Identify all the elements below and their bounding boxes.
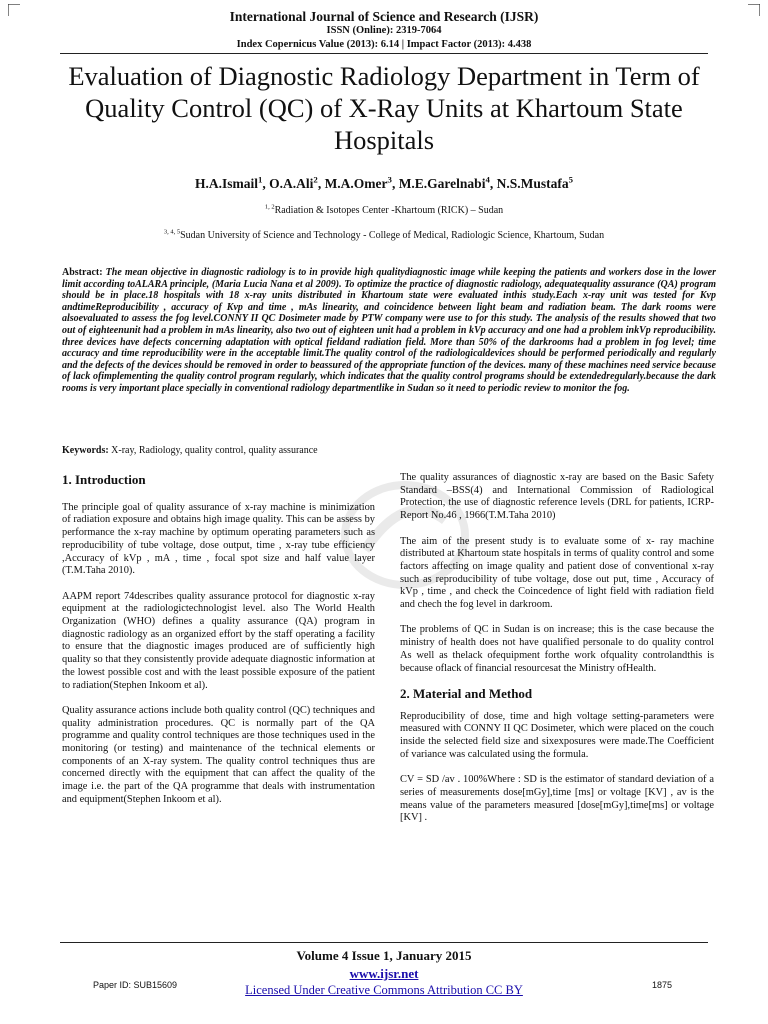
journal-url-link[interactable]: www.ijsr.net bbox=[349, 966, 419, 981]
index-copernicus: Index Copernicus Value (2013): 6.14 | Impact Factor (2013): 4.438 bbox=[236, 39, 532, 50]
author: M.E.Garelnabi$^4$ bbox=[398, 174, 490, 191]
paragraph: Reproducibility of dose, time and high voltage setting-parameters were measured with CONNY II QC Dosimeter, which were placed on the couch inside the selected field size and sixexposures were made.The Coefficient of variance was calculated using the formula. bbox=[400, 710, 714, 760]
page-number: 1875 bbox=[652, 980, 673, 990]
paragraph: Quality assurance actions include both quality control (QC) techniques and quality administration procedures. QC is normally part of the QA programme and quality control techniques are those techniques used in the monitoring (or testing) and maintenance of the technical elements or components of an X-ray system. The quality control techniques thus are concerned directly with the equipment that can affect the quality of the image i.e. the part of the QA programme that deals with instrumentation and equipment(Stephen Inkoom et al). bbox=[62, 704, 375, 805]
paper-id: Paper ID: SUB15609 bbox=[93, 980, 178, 990]
paragraph: The problems of QC in Sudan is on increase; this is the case because the ministry of health does not have qualified personale to do quality control As well as thelack ofequipment forthe work ofquality controlandthis is because oflack of financial resourcesat the Ministry ofHealth. bbox=[400, 624, 714, 674]
keywords bbox=[62, 445, 716, 456]
issn: ISSN (Online): 2319-7064 bbox=[326, 25, 442, 36]
paragraph: AAPM report 74describes quality assurance protocol for diagnostic x-ray equipment at the radiologictechnologist level. also The World Health Organization (WHO) defines a quality assurance (QA) program in diagnostic radiology as an organized effort by the staff operating a facility to ensure that the diagnostic images produced are of sufficiently high quality so that they consistently provide adequate diagnostic information at the lowest possible cost and with the least possible exposure of the patient to radiation(Stephen Inkoom et al). bbox=[62, 590, 375, 691]
keywords-label: Keywords: bbox=[62, 445, 109, 456]
paragraph: CV = SD /av . 100%Where : SD is the estimator of standard deviation of a series of measurements dose[mGy],time [ms] or voltage [KV] , av is the means value of the parameters measured [dose[mGy],time[ms] or voltage [KV] . bbox=[400, 774, 714, 824]
author: M.A.Omer$^3$ bbox=[324, 174, 392, 191]
abstract bbox=[62, 267, 716, 395]
corner-mark-icon bbox=[748, 4, 760, 16]
paper-title: Evaluation of Diagnostic Radiology Department in Term of Quality Control (QC) of X-Ray Units at Khartoum State Hospitals bbox=[68, 61, 700, 155]
paragraph: The quality assurances of diagnostic x-ray are based on the Basic Safety Standard –BSS(4) and International Commission of Radiological Protection, the use of diagnostic reference levels (DRL for patients, ICRP- Report No.46 , 1966(T.M.Taha 2010) bbox=[400, 472, 714, 522]
header-rule bbox=[60, 53, 708, 54]
abstract-label: Abstract: bbox=[62, 267, 103, 278]
left-column bbox=[62, 470, 375, 819]
affiliation-2: $^{3, 4, 5}$Sudan University of Science and Technology - College of Medical, Radiologic Science, Khartoum, Sudan bbox=[163, 228, 605, 241]
author: N.S.Mustafa$^5$ bbox=[496, 174, 573, 191]
keywords-text: X-ray, Radiology, quality control, quality assurance bbox=[111, 445, 318, 456]
right-column bbox=[400, 472, 714, 838]
volume-issue: Volume 4 Issue 1, January 2015 bbox=[296, 948, 472, 963]
abstract-text: The mean objective in diagnostic radiology is to in provide high qualitydiagnostic image while keeping the patients and workers dose in the lower limit according toALARA principle, (Maria Lucia Nana et al 2009). To optimize the practice of diagnostic radiology, adequatequality assurance (QA) program should be in place.18 hospitals with 18 x-ray units distributed in Khartoum state were evaluated inthis study.Each x-ray unit was tested for Kvp andtimeReproducibility , accuracy of Kvp and time , mAs linearity, and coincidence between light beam and radiation beam. The dark rooms were alsoevaluated to assess the fog level.CONNY II QC Dosimeter made by PTW company were use to for this study. The analysis of the results showed that two out of eighteenunit had a problem in mAs linearity, also two out of eighteen unit had a problem in kVp accuracy and one had a problem inkVp reproducibility. three devices have defects concerning adaptation with optical fieldand radiation field. More than 50% of the darkrooms had a problem in fog level; time accuracy and time reproducibility were in the acceptable limit.The quality control of the radiologicaldevices should be performed periodically and regularly and the defects of the devices should be removed in order to beassured of the appropriate function of the devices. many of these machines need service because of lack ofimplementing the quality control program regularly, which indicates that the quality control programs should be extendedregularly.because the dark rooms is very important place specially in conventional radiology departmentlike in Sudan so it need to periodic review to monitor the fog. bbox=[62, 267, 717, 394]
author: O.A.Ali$^2$ bbox=[269, 174, 318, 191]
paragraph: The principle goal of quality assurance of x-ray machine is minimization of radiation exposure and obtains high image quality. This can be assess by performance the x-ray machine by optimum operating parameters such as reproducibility of tube voltage, dose output, time , x-ray tube efficiency ,Accuracy of kVp , mA , time , focal spot size and half value layer (T.M.Taha 2010). bbox=[62, 501, 375, 577]
license-link[interactable]: Licensed Under Creative Commons Attribution CC BY bbox=[245, 983, 523, 997]
author-list: H.A.Ismail$^1$, O.A.Ali$^2$, M.A.Omer$^3$, M.E.Garelnabi$^4$, N.S.Mustafa$^5$ bbox=[195, 174, 573, 191]
section-heading-introduction: 1. Introduction bbox=[62, 472, 146, 487]
corner-mark-icon bbox=[8, 4, 20, 16]
author: H.A.Ismail$^1$ bbox=[195, 174, 263, 191]
paragraph: The aim of the present study is to evaluate some of x- ray machine distributed at Khartoum state hospitals in terms of quality control and some factors affecting on image quality and patient dose of conventional x-ray such as reproducibility of tube voltage, dose out put, time , Accuracy of kVp , time , and check the Coincedence of light field with radiation field and chech the fog level in darkroom. bbox=[400, 535, 714, 611]
footer-rule bbox=[60, 942, 708, 943]
journal-name: International Journal of Science and Research (IJSR) bbox=[229, 9, 539, 24]
section-heading-method: 2. Material and Method bbox=[400, 685, 533, 701]
affiliation-1: $^{1, 2}$Radiation & Isotopes Center -Khartoum (RICK) – Sudan bbox=[264, 203, 504, 216]
